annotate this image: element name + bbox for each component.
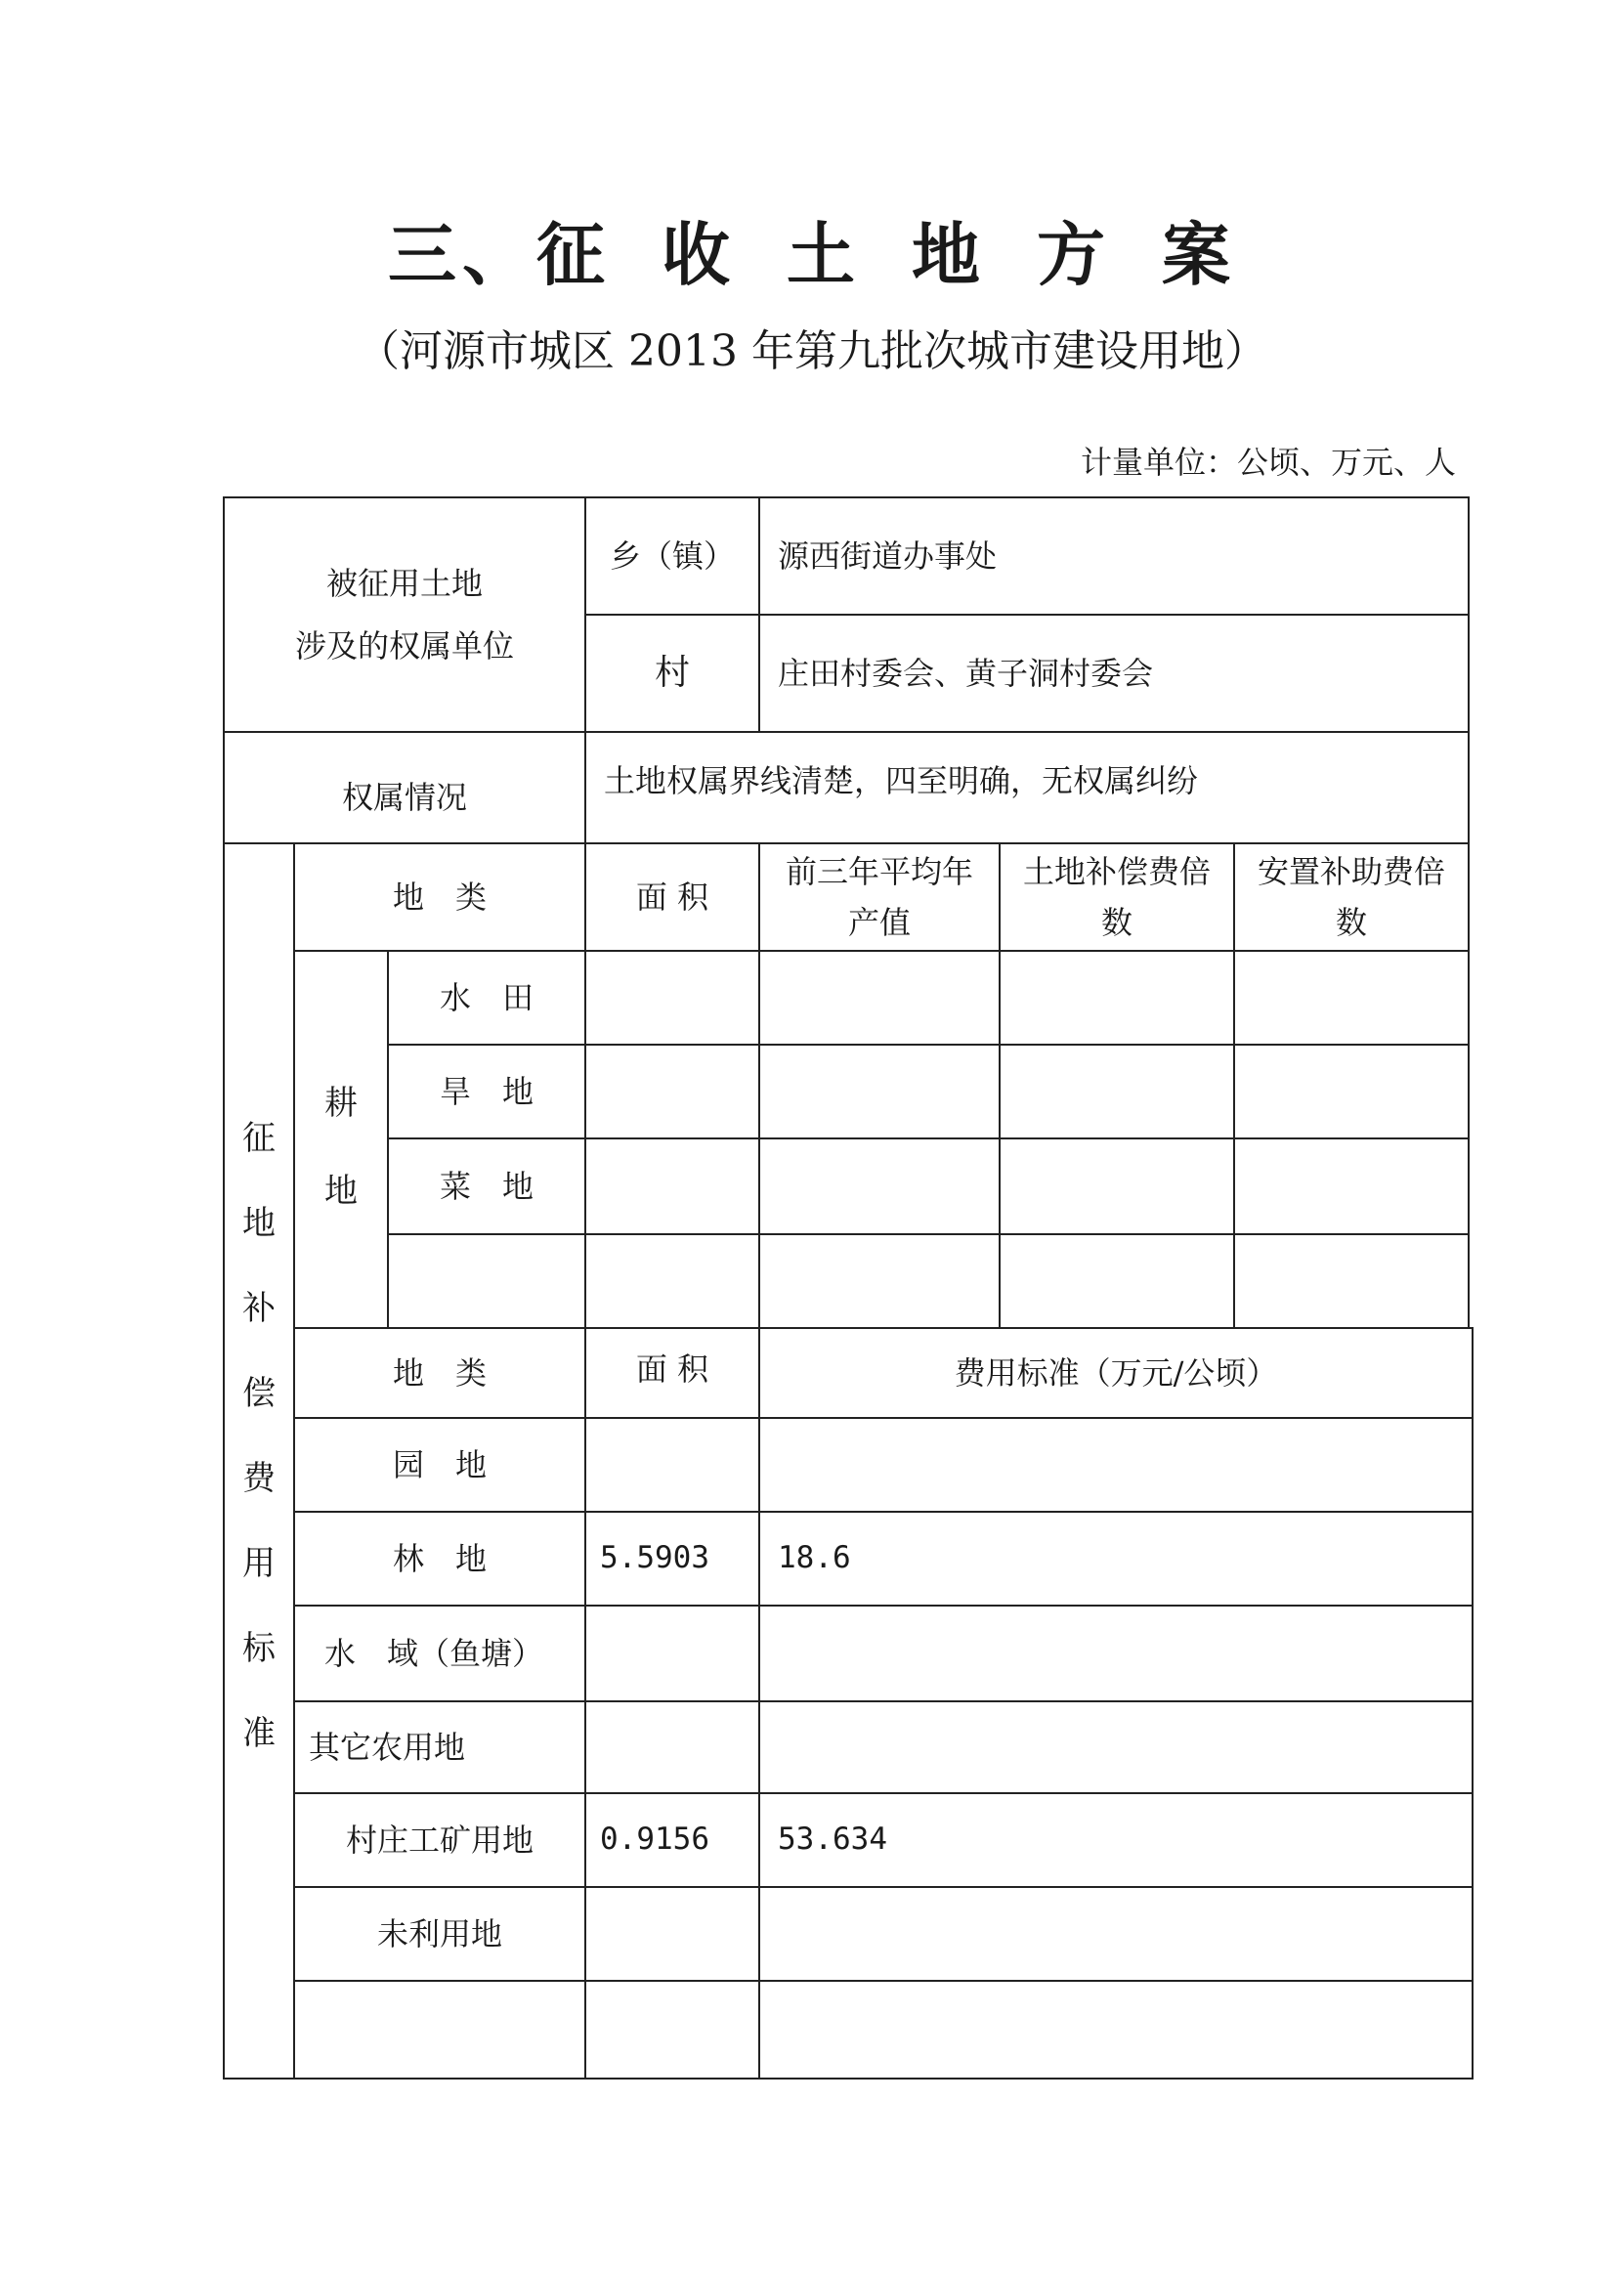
title-part: 收 (662, 214, 736, 295)
ownership-label (225, 498, 584, 731)
other-row-area: 5.5903 (600, 1540, 709, 1576)
other-row-standard (760, 1982, 1472, 2078)
village-value: 庄田村委会、黄子洞村委会 (778, 654, 1154, 692)
other-row-type (295, 1982, 584, 2078)
other-row-area (586, 1607, 758, 1700)
other-row-standard (760, 1607, 1472, 1700)
section-label-char: 补 (242, 1289, 276, 1328)
title-part: 案 (1162, 214, 1236, 295)
table-line (1472, 1327, 1474, 2080)
farmland-row-label: 旱 地 (439, 1072, 534, 1110)
section-label-char: 准 (242, 1714, 276, 1753)
ownership-label-line: 涉及的权属单位 (294, 627, 514, 665)
township-label: 乡（镇） (609, 536, 735, 575)
other-row-standard: 53.634 (778, 1822, 887, 1858)
ownership-label-line: 被征用土地 (325, 565, 483, 602)
other-row-type: 其它农用地 (309, 1728, 466, 1766)
section-label-char: 费 (242, 1459, 276, 1498)
section-label-char: 征 (242, 1119, 276, 1158)
table-line (223, 2078, 1474, 2080)
other-row-type: 园 地 (392, 1445, 487, 1483)
title-part: 方 (1037, 214, 1111, 295)
farmland-row-label: 水 田 (439, 978, 534, 1016)
farmland-group-char: 耕 (324, 1084, 358, 1123)
other-row-standard (760, 1419, 1472, 1511)
header-line: 产值 (847, 904, 911, 941)
header-line: 前三年平均年 (785, 853, 973, 890)
compensation-multiple-header (1001, 844, 1233, 950)
village-label: 村 (654, 653, 690, 694)
other-row-area (586, 1888, 758, 1980)
farmland-row-label (389, 1235, 584, 1327)
other-row-type: 林 地 (392, 1539, 487, 1577)
header-line: 数 (1100, 904, 1133, 941)
section-label-char: 用 (242, 1544, 276, 1583)
status-value: 土地权属界线清楚，四至明确，无权属纠纷 (604, 762, 1199, 799)
table-line (1468, 496, 1470, 1329)
title-part: 土 (787, 214, 861, 295)
other-type-header: 地 类 (392, 1353, 487, 1392)
title-part: 地 (912, 214, 986, 295)
other-row-standard (760, 1888, 1472, 1980)
section-label (225, 1094, 293, 1779)
fee-standard-header: 费用标准（万元/公顷） (954, 1353, 1278, 1392)
other-area-header: 面 积 (635, 1351, 709, 1388)
measurement-unit: 计量单位：公顷、万元、人 (1080, 444, 1456, 481)
status-label: 权属情况 (341, 778, 467, 816)
farmland-area-header: 面 积 (635, 878, 709, 916)
township-value: 源西街道办事处 (778, 536, 998, 575)
other-row-area (586, 1982, 758, 2078)
other-row-type: 未利用地 (376, 1914, 502, 1952)
section-label-char: 地 (242, 1204, 276, 1243)
header-line: 安置补助费倍 (1257, 853, 1445, 890)
farmland-type-header: 地 类 (392, 878, 487, 916)
section-label-char: 偿 (242, 1374, 276, 1413)
other-row-type: 村庄工矿用地 (345, 1821, 534, 1859)
farmland-row-label: 菜 地 (439, 1167, 534, 1205)
other-row-type: 水 域（鱼塘） (324, 1634, 544, 1672)
other-row-area: 0.9156 (600, 1822, 709, 1858)
farmland-group-char: 地 (324, 1172, 358, 1211)
other-row-standard: 18.6 (778, 1540, 851, 1576)
other-row-standard (760, 1702, 1472, 1792)
header-line: 土地补偿费倍 (1022, 853, 1211, 890)
farmland-group-label (295, 1050, 387, 1245)
header-line: 数 (1335, 904, 1367, 941)
avg-output-header (760, 844, 999, 950)
page-subtitle: （河源市城区 2013 年第九批次城市建设用地） (357, 326, 1267, 376)
resettlement-multiple-header (1235, 844, 1468, 950)
section-label-char: 标 (242, 1629, 276, 1668)
other-row-area (586, 1702, 758, 1792)
other-row-area (586, 1419, 758, 1511)
title-part: 三、征 (388, 214, 611, 295)
